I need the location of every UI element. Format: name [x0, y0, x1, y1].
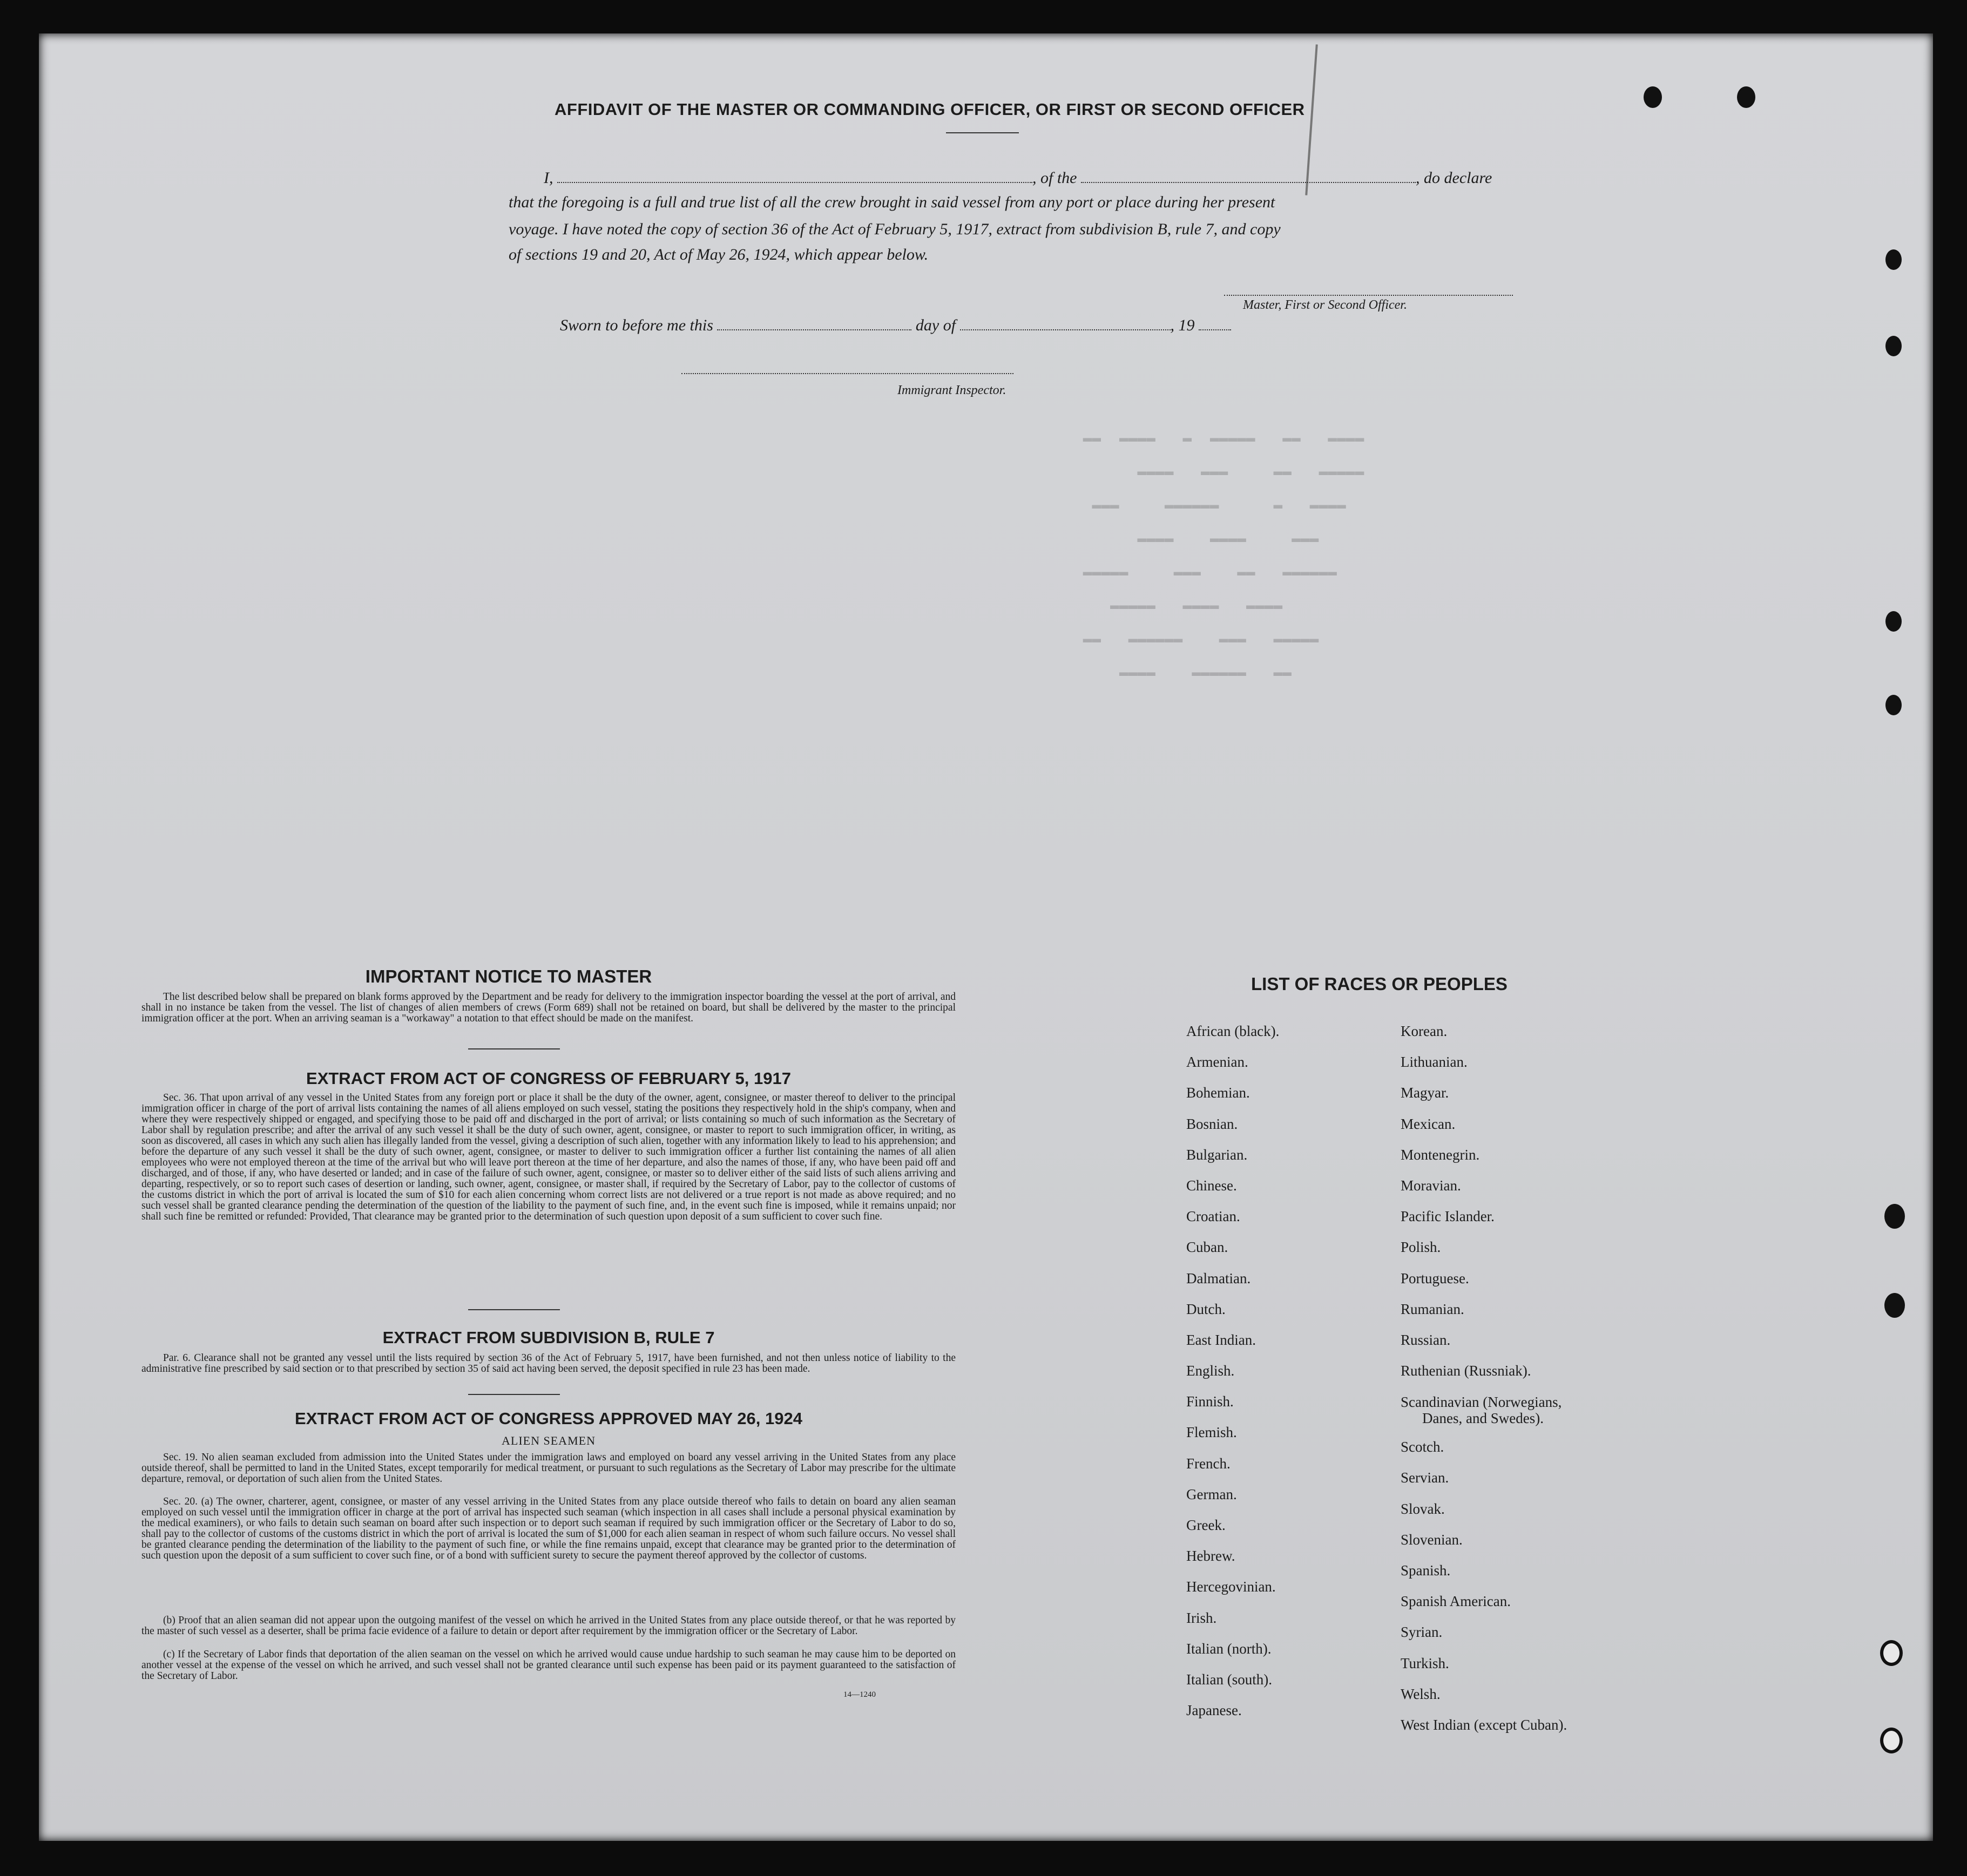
extract-1924-subtitle: ALIEN SEAMEN — [502, 1434, 596, 1447]
rule7-body: Par. 6. Clearance shall not be granted any vessel until the lists required by section 36 of the Act of February 5, 1917, have been furnished, and not then unless notice of liability to the administrative fine prescribed by said section or to that prescribed by section 35 of said act having been served, the deposit specified in rule 23 has been made. — [141, 1352, 956, 1374]
race-item: Italian (north). — [1186, 1640, 1272, 1657]
race-item: Slovak. — [1401, 1500, 1445, 1517]
race-item: Korean. — [1401, 1023, 1448, 1039]
race-item: Lithuanian. — [1401, 1054, 1468, 1071]
sec19-body: Sec. 19. No alien seaman excluded from admission into the United States under the immigration laws and employed on board any vessel arriving in the United States from any place outside thereof, shall be permitted to land in the United States, except temporarily for medical treatment, or pursuant to such regulations as the Secretary of Labor may prescribe for the ultimate departure, removal, or deportation of such alien from the United States. — [141, 1452, 956, 1485]
binder-hole-icon — [1737, 86, 1755, 108]
declarant-prefix: I, — [544, 169, 553, 187]
race-item: Hebrew. — [1186, 1548, 1235, 1565]
race-item: Polish. — [1401, 1239, 1441, 1256]
binder-hole-icon — [1880, 1640, 1903, 1666]
race-item: Turkish. — [1401, 1655, 1449, 1671]
race-item: Chinese. — [1186, 1177, 1237, 1194]
binder-hole-icon — [1884, 1204, 1905, 1229]
race-item: Pacific Islander. — [1401, 1208, 1495, 1225]
sworn-label: Sworn to before me this — [560, 316, 713, 334]
binder-hole-icon — [1644, 86, 1662, 108]
rule7-title: EXTRACT FROM SUBDIVISION B, RULE 7 — [382, 1328, 715, 1347]
race-item: French. — [1186, 1455, 1231, 1472]
divider-3 — [468, 1394, 560, 1395]
race-item: Croatian. — [1186, 1208, 1240, 1225]
race-item: German. — [1186, 1486, 1237, 1502]
divider-2 — [468, 1309, 560, 1310]
form-number: 14—1240 — [843, 1690, 876, 1699]
day-of-label: day of — [915, 316, 956, 334]
race-item: Japanese. — [1186, 1702, 1242, 1719]
race-item: West Indian (except Cuban). — [1401, 1716, 1567, 1733]
race-item: Spanish. — [1401, 1562, 1451, 1579]
sec20b-body: (b) Proof that an alien seaman did not appear upon the outgoing manifest of the vessel on which he arrived in the United States from any place outside thereof, or that he was reported by the master of such vessel as a deserter, shall be prima facie evidence of a failure to detain or deport after requirement by the immigration officer or the Secretary of Labor. — [141, 1615, 956, 1637]
race-item: Cuban. — [1186, 1239, 1228, 1256]
race-item: East Indian. — [1186, 1331, 1256, 1348]
extract-1924-title: EXTRACT FROM ACT OF CONGRESS APPROVED MAY 26, 1924 — [295, 1409, 802, 1428]
affidavit-line-1 — [509, 166, 1567, 187]
binder-hole-icon — [1884, 1293, 1905, 1318]
vessel-name-field[interactable] — [1081, 166, 1416, 183]
binder-hole-icon — [1885, 336, 1902, 356]
bleed-through-texture: ▬▬ ▬▬▬▬ ▬ ▬▬▬▬▬ ▬▬ ▬▬▬▬ ▬▬▬▬ ▬▬▬ ▬▬ ▬▬▬▬▬ ▬▬▬ ▬▬▬▬▬▬ ▬ ▬▬▬▬ ▬▬▬▬ ▬▬▬▬ ▬▬▬ ▬▬▬▬▬ ▬▬▬ ▬▬ ▬▬▬▬▬▬ ▬▬▬▬▬ ▬▬▬▬ ▬▬▬▬ ▬▬ ▬▬▬▬▬▬ ▬▬▬ ▬▬▬▬▬ ▬▬▬▬ ▬▬▬▬▬▬ ▬▬ — [1065, 430, 1364, 681]
race-item: Syrian. — [1401, 1624, 1443, 1641]
binder-hole-icon — [1885, 611, 1902, 632]
race-item: Moravian. — [1401, 1177, 1461, 1194]
race-item: Armenian. — [1186, 1054, 1248, 1071]
races-title: LIST OF RACES OR PEOPLES — [1251, 974, 1508, 994]
race-item: Scandinavian (Norwegians, — [1401, 1394, 1562, 1411]
race-item: Greek. — [1186, 1517, 1226, 1533]
race-item: African (black). — [1186, 1023, 1280, 1039]
master-signature-line[interactable] — [1224, 295, 1513, 296]
sworn-day-field[interactable] — [717, 313, 911, 330]
race-item: Rumanian. — [1401, 1301, 1464, 1317]
race-item: Mexican. — [1401, 1115, 1456, 1132]
race-item: Slovenian. — [1401, 1531, 1463, 1548]
race-item: Dalmatian. — [1186, 1270, 1251, 1286]
affidavit-line-4: of sections 19 and 20, Act of May 26, 1924, which appear below. — [509, 246, 929, 263]
race-item: Danes, and Swedes). — [1422, 1410, 1544, 1427]
binder-hole-icon — [1885, 249, 1902, 270]
races-right-column — [1401, 1016, 1681, 1740]
binder-hole-icon — [1885, 695, 1902, 715]
affidavit-line-2: that the foregoing is a full and true list of all the crew brought in said vessel from any port or place during her present — [509, 193, 1275, 211]
race-item: Hercegovinian. — [1186, 1579, 1276, 1595]
vessel-prefix: , of the — [1032, 169, 1077, 187]
race-item: Irish. — [1186, 1609, 1217, 1626]
race-item: Magyar. — [1401, 1085, 1449, 1101]
sec20c-body: (c) If the Secretary of Labor finds that deportation of the alien seaman on the vessel on which he arrived would cause undue hardship to such seaman he may cause him to be deported on another vessel at the expense of the vessel on which he arrived, and such vessel shall not be granted clearance until such expense has been paid or its payment guaranteed to the satisfaction of the Secretary of Labor. — [141, 1649, 956, 1682]
sworn-line — [560, 313, 1478, 335]
declaration-suffix: , do declare — [1416, 169, 1492, 187]
race-item: Bohemian. — [1186, 1085, 1250, 1101]
title-underline — [946, 132, 1019, 133]
race-item: Finnish. — [1186, 1393, 1234, 1410]
notice-body: The list described below shall be prepared on blank forms approved by the Department and be ready for delivery to the immigration inspector boarding the vessel at the port of arrival, and shall in no instance be taken from the vessel. The list of changes of alien members of crews (Form 689) shall not be retained on board, but shall be delivered by the master to the principal immigration officer at the port. When an arriving seaman is a "workaway" a notation to that effect should be made on the manifest. — [141, 991, 956, 1024]
race-item: English. — [1186, 1363, 1235, 1379]
binder-hole-icon — [1880, 1728, 1903, 1753]
document-page — [39, 33, 1933, 1841]
race-item: Welsh. — [1401, 1685, 1441, 1702]
year-label: , 19 — [1170, 316, 1195, 334]
race-item: Dutch. — [1186, 1301, 1226, 1317]
sworn-year-field[interactable] — [1199, 313, 1231, 330]
inspector-label: Immigrant Inspector. — [897, 383, 1006, 397]
race-item: Spanish American. — [1401, 1593, 1511, 1610]
race-item: Ruthenian (Russniak). — [1401, 1363, 1531, 1379]
divider-1 — [468, 1048, 560, 1049]
affidavit-title: AFFIDAVIT OF THE MASTER OR COMMANDING OFFICER, OR FIRST OR SECOND OFFICER — [555, 100, 1305, 119]
race-item: Italian (south). — [1186, 1671, 1272, 1688]
notice-title: IMPORTANT NOTICE TO MASTER — [365, 966, 652, 986]
extract-1917-body: Sec. 36. That upon arrival of any vessel in the United States from any foreign port or place it shall be the duty of the owner, agent, consignee, or master thereof to deliver to the principal immigration officer in charge of the port of arrival lists containing the names of all aliens employed on such vessel, stating the positions they respectively hold in the ship's company, when and where they were respectively shipped or engaged, and specifying those to be paid off and discharged in the port of arrival; or lists containing so much of such information as the Secretary of Labor shall by regulation prescribe; and after the arrival of any such vessel it shall be the duty of such owner, agent, consignee, or master to report to such immigration officer, in writing, as soon as discovered, all cases in which any such alien has illegally landed from the vessel, giving a description of such alien, together with any information likely to lead to his apprehension; and before the departure of any such vessel it shall be the duty of such owner, agent, consignee, or master to deliver to such immigration officer a further list containing the names of all alien employees who were not employed thereon at the time of the arrival but who will leave port thereon at the time of her departure, and also the names of those, if any, who have been paid off and discharged, and of those, if any, who have deserted or landed; and in case of the failure of such owner, agent, consignee, or master so to deliver either of the said lists of such aliens arriving and departing, respectively, or so to report such cases of desertion or landing, such owner, agent, consignee, or master shall, if required by the Secretary of Labor, pay to the collector of customs of the customs district in which the port of arrival is located the sum of $10 for each alien concerning whom correct lists are not delivered or a true report is not made as above required; and no such vessel shall be granted clearance pending the determination of the question of the liability to the payment of such fine, and, in the event such fine is imposed, while it remains unpaid; nor shall such fine be remitted or refunded: Provided, That clearance may be granted prior to the determination of such question upon deposit of a sum sufficient to cover such fine. — [141, 1092, 956, 1222]
master-signature-label: Master, First or Second Officer. — [1243, 298, 1407, 312]
race-item: Bosnian. — [1186, 1115, 1238, 1132]
race-item: Montenegrin. — [1401, 1146, 1480, 1163]
sworn-month-field[interactable] — [960, 313, 1171, 330]
sec20a-body: Sec. 20. (a) The owner, charterer, agent, consignee, or master of any vessel arriving in the United States from any place outside thereof who fails to detain on board any alien seaman employed on such vessel until the immigration officer in charge at the port of arrival has inspected such seaman (which inspection in all cases shall include a personal physical examination by the medical examiners), or who fails to detain such seaman on board after such inspection or to deport such seaman if required by such immigration officer or the Secretary of Labor to do so, shall pay to the collector of customs of the customs district in which the port of arrival is located the sum of $1,000 for each alien seaman in respect of whom such failure occurs. No vessel shall be granted clearance pending the determination of the liability to the payment of such fine, or while the fine remains unpaid, except that clearance may be granted prior to the determination of such question upon the deposit of a sum sufficient to cover such fine, or of a bond with sufficient surety to secure the payment thereof approved by the collector of customs. — [141, 1496, 956, 1561]
race-item: Bulgarian. — [1186, 1146, 1248, 1163]
race-item: Portuguese. — [1401, 1270, 1469, 1286]
race-item: Scotch. — [1401, 1439, 1444, 1455]
affidavit-line-3: voyage. I have noted the copy of section 36 of the Act of February 5, 1917, extract from subdivision B, rule 7, and copy — [509, 220, 1281, 238]
race-item: Russian. — [1401, 1331, 1451, 1348]
inspector-signature-line[interactable] — [681, 373, 1013, 374]
race-item: Servian. — [1401, 1469, 1449, 1486]
extract-1917-title: EXTRACT FROM ACT OF CONGRESS OF FEBRUARY 5, 1917 — [306, 1069, 791, 1088]
race-item: Flemish. — [1186, 1424, 1237, 1441]
declarant-name-field[interactable] — [557, 166, 1032, 183]
races-left-column — [1186, 1016, 1402, 1726]
